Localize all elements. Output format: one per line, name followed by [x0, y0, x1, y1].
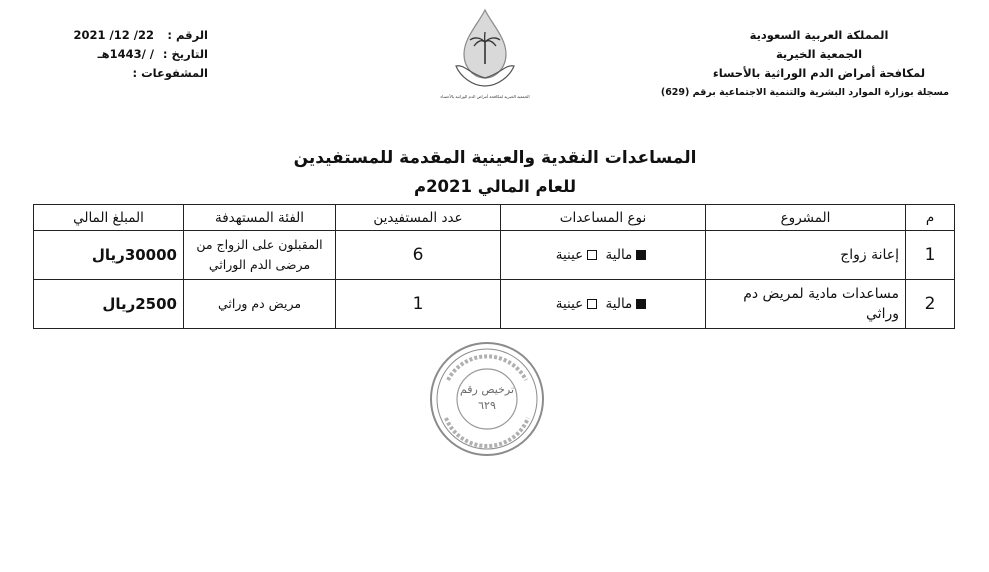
table-row — [34, 231, 955, 280]
in-kind-checkbox — [587, 299, 597, 309]
header-amount: المبلغ المالي — [34, 205, 184, 231]
table-row — [34, 280, 955, 329]
row-project: إعانة زواج — [706, 231, 906, 280]
header-project: المشروع — [706, 205, 906, 231]
logo-caption: الجمعية الخيرية لمكافحة أمراض الدم الوراثية بالأحساء — [440, 94, 530, 99]
header-beneficiaries: عدد المستفيدين — [336, 205, 501, 231]
cash-label: مالية — [605, 247, 633, 263]
row-target: المقبلون على الزواج من مرضى الدم الوراثي — [184, 231, 336, 280]
org-registration: مسجلة بوزارة الموارد البشرية والتنمية الاجتماعية برقم (629) — [660, 87, 949, 98]
organization-logo — [430, 6, 540, 106]
row-index: 2 — [906, 280, 955, 329]
document-title: المساعدات النقدية والعينية المقدمة للمستفيدين — [293, 148, 697, 168]
cash-checkbox — [636, 299, 646, 309]
stamp-license-number: ٦٢٩ — [478, 399, 496, 412]
row-aid-type — [501, 231, 706, 280]
table-header-row — [34, 205, 955, 231]
stamp-license-label: ترخيص رقم — [459, 383, 515, 396]
org-purpose: لمكافحة أمراض الدم الوراثية بالأحساء — [712, 66, 926, 80]
reference-block — [48, 26, 208, 83]
cash-label: مالية — [605, 296, 633, 312]
org-name: الجمعية الخيرية — [775, 47, 863, 61]
header-index: م — [906, 205, 955, 231]
cash-checkbox — [636, 250, 646, 260]
row-beneficiaries: 6 — [336, 231, 501, 280]
header-target: الفئة المستهدفة — [184, 205, 336, 231]
reference-date: التاريخ : / /1443هـ — [97, 47, 208, 61]
in-kind-checkbox — [587, 250, 597, 260]
row-project: مساعدات مادية لمريض دم وراثي — [706, 280, 906, 329]
organization-header — [660, 26, 949, 102]
in-kind-label: عينية — [555, 247, 584, 263]
reference-number: الرقم : 22/ 12/ 2021 — [73, 28, 208, 42]
row-index: 1 — [906, 231, 955, 280]
row-aid-type — [501, 280, 706, 329]
header-aid-type: نوع المساعدات — [501, 205, 706, 231]
official-stamp — [428, 340, 546, 458]
blood-drop-palm-icon — [450, 6, 520, 94]
row-amount: 2500ريال — [34, 280, 184, 329]
document-subtitle: للعام المالي 2021م — [413, 177, 577, 196]
org-country: المملكة العربية السعودية — [749, 28, 889, 42]
reference-attachments: المشفوعات : — [132, 66, 208, 80]
in-kind-label: عينية — [555, 296, 584, 312]
row-amount: 30000ريال — [34, 231, 184, 280]
row-beneficiaries: 1 — [336, 280, 501, 329]
aid-table — [33, 204, 955, 329]
row-target: مريض دم وراثي — [184, 280, 336, 329]
